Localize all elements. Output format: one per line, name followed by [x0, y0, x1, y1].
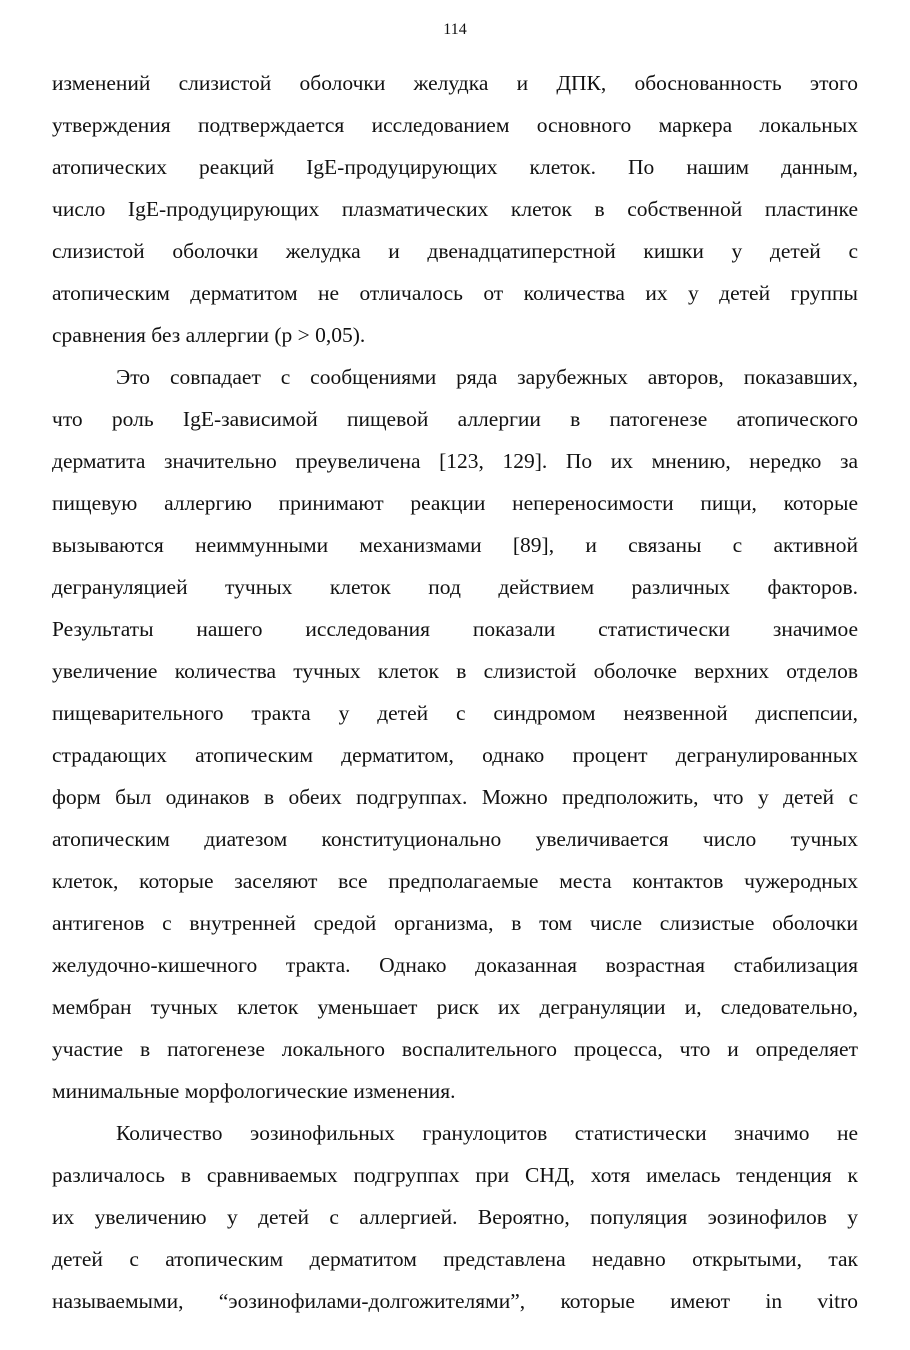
text-line: участие в патогенезе локального воспалительного процесса, что и определяет	[52, 1037, 858, 1061]
text-line: атопических реакций IgE-продуцирующих клеток. По нашим данным,	[52, 155, 858, 179]
text-line: желудочно-кишечного тракта. Однако доказанная возрастная стабилизация	[52, 953, 858, 977]
text-line: форм был одинаков в обеих подгруппах. Можно предположить, что у детей с	[52, 785, 858, 809]
paragraph-3	[52, 1112, 858, 1322]
paragraph-1	[52, 62, 858, 356]
page-number: 114	[443, 21, 467, 38]
text-line: слизистой оболочки желудка и двенадцатиперстной кишки у детей с	[52, 239, 858, 263]
text-line: вызываются неиммунными механизмами [89], и связаны с активной	[52, 533, 858, 557]
text-line: изменений слизистой оболочки желудка и ДПК, обоснованность этого	[52, 71, 858, 95]
text-line: дерматита значительно преувеличена [123, 129]. По их мнению, нередко за	[52, 449, 858, 473]
text-line: мембран тучных клеток уменьшает риск их дегрануляции и, следовательно,	[52, 995, 858, 1019]
text-line: их увеличению у детей с аллергией. Вероятно, популяция эозинофилов у	[52, 1205, 858, 1229]
text-line: атопическим диатезом конституционально увеличивается число тучных	[52, 827, 858, 851]
text-line: пищевую аллергию принимают реакции непереносимости пищи, которые	[52, 491, 858, 515]
text-line: число IgE-продуцирующих плазматических клеток в собственной пластинке	[52, 197, 858, 221]
text-line: детей с атопическим дерматитом представлена недавно открытыми, так	[52, 1247, 858, 1271]
text-line: страдающих атопическим дерматитом, однако процент дегранулированных	[52, 743, 858, 767]
text-line: атопическим дерматитом не отличалось от количества их у детей группы	[52, 281, 858, 305]
text-line: Это совпадает с сообщениями ряда зарубежных авторов, показавших,	[116, 365, 858, 389]
text-line: утверждения подтверждается исследованием основного маркера локальных	[52, 113, 858, 137]
text-line: называемыми, “эозинофилами-долгожителями”, которые имеют in vitro	[52, 1289, 858, 1313]
text-line: увеличение количества тучных клеток в слизистой оболочке верхних отделов	[52, 659, 858, 683]
text-line: различалось в сравниваемых подгруппах при СНД, хотя имелась тенденция к	[52, 1163, 858, 1187]
paragraph-2	[52, 356, 858, 1112]
text-line: антигенов с внутренней средой организма, в том числе слизистые оболочки	[52, 911, 858, 935]
page-body	[52, 62, 858, 1322]
text-line: Количество эозинофильных гранулоцитов статистически значимо не	[116, 1121, 858, 1145]
text-line: сравнения без аллергии (р > 0,05).	[52, 323, 366, 347]
text-line: что роль IgE-зависимой пищевой аллергии в патогенезе атопического	[52, 407, 858, 431]
text-line: Результаты нашего исследования показали статистически значимое	[52, 617, 858, 641]
text-line: дегрануляцией тучных клеток под действием различных факторов.	[52, 575, 858, 599]
text-line: минимальные морфологические изменения.	[52, 1079, 456, 1103]
text-line: пищеварительного тракта у детей с синдромом неязвенной диспепсии,	[52, 701, 858, 725]
text-line: клеток, которые заселяют все предполагаемые места контактов чужеродных	[52, 869, 858, 893]
